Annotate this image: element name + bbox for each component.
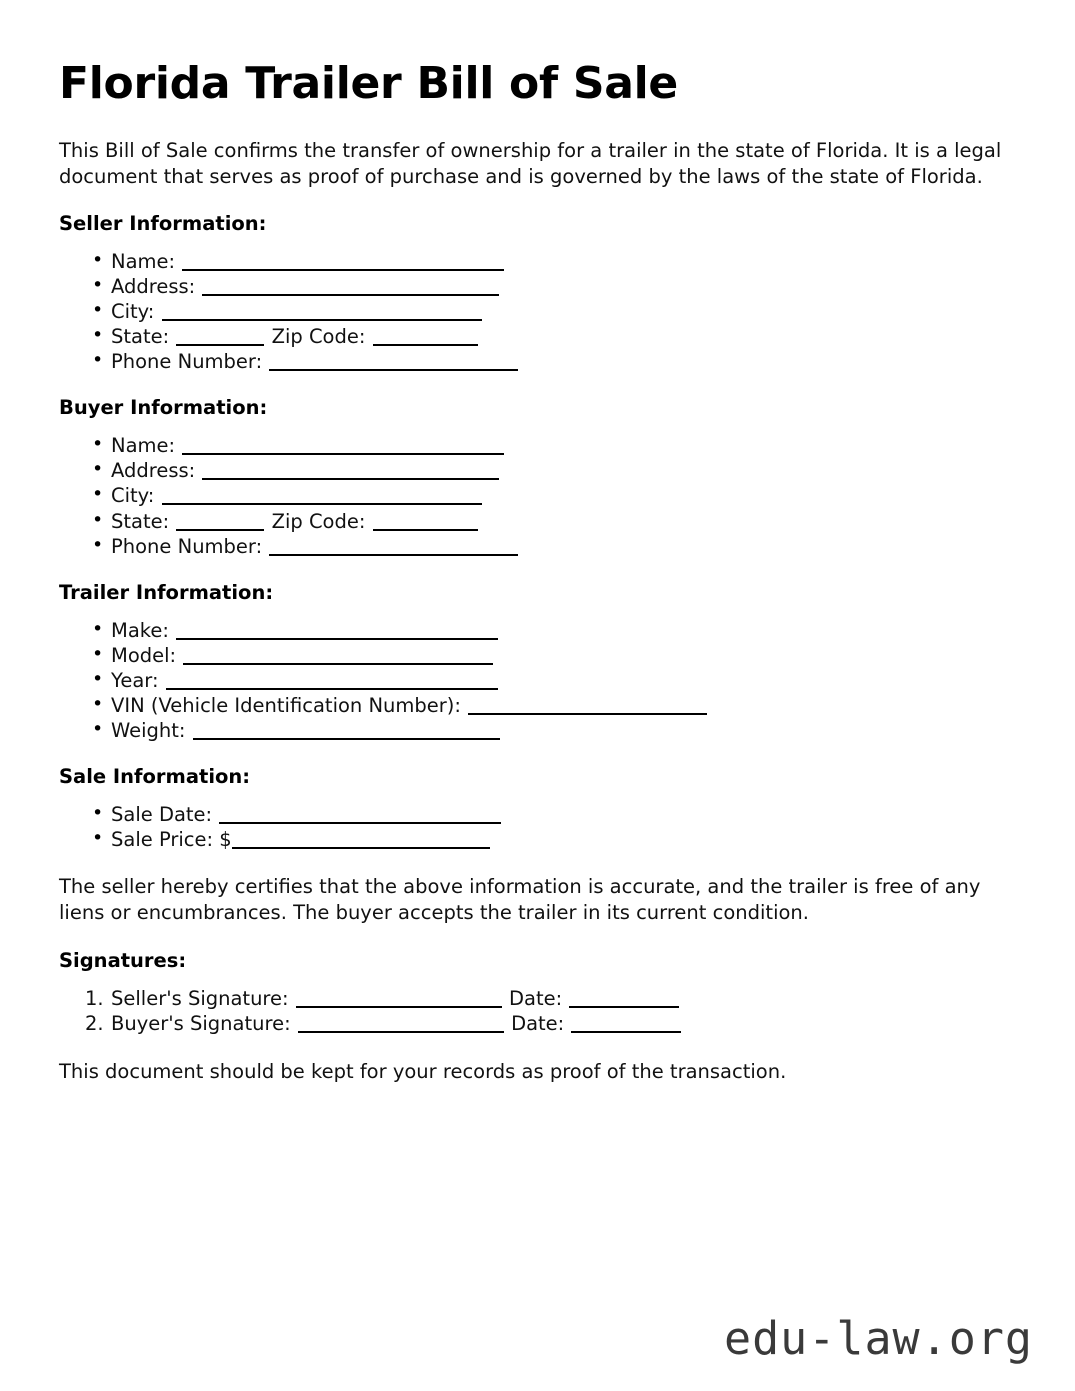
- intro-paragraph: This Bill of Sale confirms the transfer of ownership for a trailer in the state of Florida. It is a legal document that serves as proof of purchase and is governed by the laws of the state of Florida.: [59, 138, 1002, 188]
- buyer-address-row: [92, 458, 1019, 483]
- buyer-address-label: Address:: [111, 459, 196, 483]
- seller-state-blank[interactable]: [176, 330, 264, 346]
- signatures-list: [59, 986, 1019, 1038]
- seller-city-label: City:: [111, 300, 155, 324]
- buyer-city-row: [92, 483, 1019, 508]
- closing-paragraph: This document should be kept for your records as proof of the transaction.: [59, 1060, 787, 1084]
- sale-price-blank[interactable]: [232, 833, 490, 849]
- seller-address-label: Address:: [111, 275, 196, 299]
- seller-signature-label: Seller's Signature:: [111, 986, 289, 1010]
- seller-signature-date-label: Date:: [509, 986, 563, 1010]
- trailer-model-row: [92, 643, 1019, 668]
- sale-date-blank[interactable]: [219, 808, 501, 824]
- buyer-phone-row: [92, 534, 1019, 559]
- seller-information-heading: Seller Information:: [59, 212, 267, 236]
- trailer-make-label: Make:: [111, 618, 169, 642]
- seller-address-row: [92, 274, 1019, 299]
- trailer-model-label: Model:: [111, 643, 177, 667]
- buyer-name-label: Name:: [111, 434, 176, 458]
- buyer-phone-blank[interactable]: [269, 540, 518, 556]
- trailer-year-row: [92, 668, 1019, 693]
- sale-price-row: [92, 827, 1019, 852]
- document-content: [59, 60, 1019, 1108]
- trailer-weight-label: Weight:: [111, 718, 186, 742]
- seller-signature-blank[interactable]: [296, 992, 502, 1008]
- trailer-weight-row: [92, 718, 1019, 743]
- signatures-heading: Signatures:: [59, 948, 187, 972]
- buyer-signature-date-label: Date:: [511, 1012, 565, 1036]
- seller-zip-blank[interactable]: [373, 330, 478, 346]
- buyer-address-blank[interactable]: [202, 464, 499, 480]
- seller-city-row: [92, 299, 1019, 324]
- seller-phone-label: Phone Number:: [111, 350, 263, 374]
- buyer-phone-label: Phone Number:: [111, 534, 263, 558]
- sale-information-heading: Sale Information:: [59, 764, 251, 788]
- seller-address-blank[interactable]: [202, 280, 499, 296]
- trailer-vin-label: VIN (Vehicle Identification Number):: [111, 693, 461, 717]
- trailer-year-label: Year:: [111, 668, 159, 692]
- trailer-model-blank[interactable]: [183, 649, 493, 665]
- buyer-state-label: State:: [111, 509, 170, 533]
- trailer-information-list: [59, 618, 1019, 743]
- buyer-state-blank[interactable]: [176, 515, 264, 531]
- seller-information-list: [59, 249, 1019, 374]
- trailer-make-row: [92, 618, 1019, 643]
- sale-information-list: [59, 802, 1019, 852]
- seller-state-zip-row: [92, 324, 1019, 349]
- trailer-vin-row: [92, 693, 1019, 718]
- seller-city-blank[interactable]: [162, 305, 482, 321]
- seller-name-label: Name:: [111, 250, 176, 274]
- trailer-make-blank[interactable]: [176, 624, 498, 640]
- seller-zip-label: Zip Code:: [271, 325, 366, 349]
- seller-name-row: [92, 249, 1019, 274]
- seller-phone-row: [92, 349, 1019, 374]
- trailer-vin-blank[interactable]: [468, 699, 707, 715]
- buyer-signature-blank[interactable]: [298, 1017, 504, 1033]
- buyer-signature-row: [85, 1011, 1019, 1037]
- seller-state-label: State:: [111, 325, 170, 349]
- buyer-zip-label: Zip Code:: [271, 509, 366, 533]
- sale-date-row: [92, 802, 1019, 827]
- page-title: Florida Trailer Bill of Sale: [59, 58, 678, 109]
- buyer-city-label: City:: [111, 484, 155, 508]
- buyer-information-heading: Buyer Information:: [59, 396, 268, 420]
- buyer-information-list: [59, 433, 1019, 558]
- seller-phone-blank[interactable]: [269, 355, 518, 371]
- buyer-state-zip-row: [92, 509, 1019, 534]
- buyer-signature-date-blank[interactable]: [571, 1017, 681, 1033]
- seller-name-blank[interactable]: [182, 255, 504, 271]
- seller-signature-date-blank[interactable]: [569, 992, 679, 1008]
- buyer-signature-label: Buyer's Signature:: [111, 1012, 291, 1036]
- trailer-information-heading: Trailer Information:: [59, 580, 274, 604]
- buyer-city-blank[interactable]: [162, 489, 482, 505]
- seller-signature-row: [85, 986, 1019, 1012]
- site-watermark: edu-law.org: [723, 1312, 1033, 1365]
- buyer-name-row: [92, 433, 1019, 458]
- trailer-year-blank[interactable]: [166, 674, 498, 690]
- trailer-weight-blank[interactable]: [193, 724, 500, 740]
- sale-date-label: Sale Date:: [111, 802, 213, 826]
- sale-price-label: Sale Price: $: [111, 827, 232, 851]
- buyer-name-blank[interactable]: [182, 439, 504, 455]
- certification-paragraph: The seller hereby certifies that the above information is accurate, and the trailer is free of any liens or encumbrances. The buyer accepts the trailer in its current condition.: [59, 874, 981, 925]
- buyer-zip-blank[interactable]: [373, 515, 478, 531]
